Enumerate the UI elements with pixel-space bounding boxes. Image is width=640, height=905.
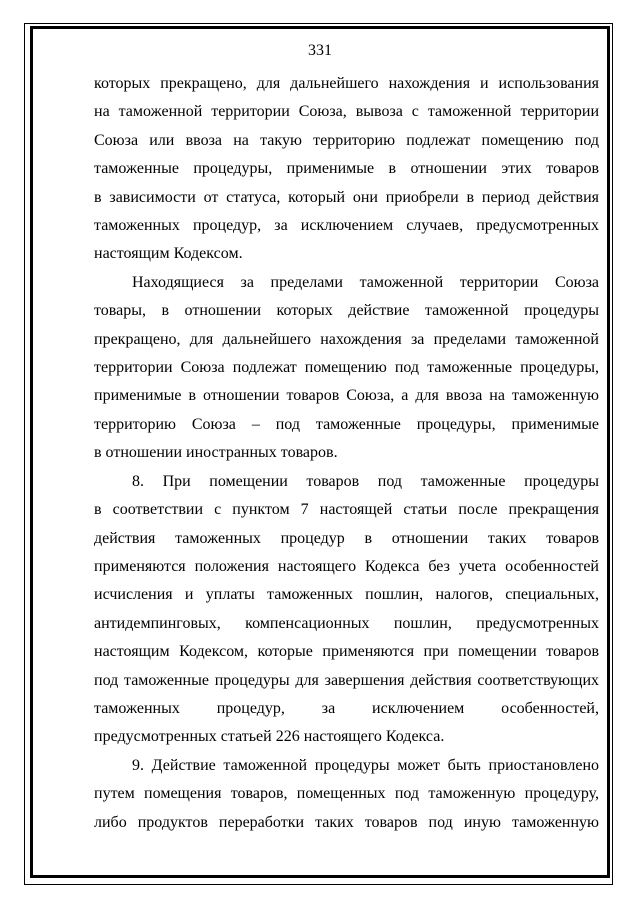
text-line: 8. При помещении товаров под таможенные процедуры: [132, 472, 599, 490]
document-body: [94, 70, 599, 837]
text-line: на таможенной территории Союза, вывоза с таможенной территории: [94, 103, 599, 121]
text-line: применимые в отношении товаров Союза, а для ввоза на таможенную: [94, 387, 599, 405]
text-line: предусмотренных статьей 226 настоящего Кодекса.: [94, 728, 445, 746]
paragraph-2: [94, 269, 599, 468]
text-line: территории Союза подлежат помещению под таможенные процедуры,: [94, 359, 599, 377]
paragraph-4: [94, 752, 599, 837]
text-line: настоящим Кодексом, которые применяются при помещении товаров: [94, 643, 599, 661]
text-line: 9. Действие таможенной процедуры может быть приостановлено: [132, 756, 599, 774]
paragraph-1: [94, 70, 599, 269]
text-line: таможенных процедур, за исключением случаев, предусмотренных: [94, 217, 599, 235]
text-line: таможенных процедур, за исключением особенностей,: [94, 699, 599, 717]
text-line: товары, в отношении которых действие таможенной процедуры: [94, 302, 599, 320]
text-line: антидемпинговых, компенсационных пошлин, предусмотренных: [94, 614, 599, 632]
paragraph-3: [94, 468, 599, 752]
page-number: 331: [308, 42, 332, 59]
text-line: в соответствии с пунктом 7 настоящей статьи после прекращения: [94, 501, 599, 519]
text-line: таможенные процедуры, применимые в отношении этих товаров: [94, 160, 599, 178]
text-line: Союза или ввоза на такую территорию подлежат помещению под: [94, 131, 599, 149]
text-line: исчисления и уплаты таможенных пошлин, налогов, специальных,: [94, 586, 599, 604]
text-line: действия таможенных процедур в отношении таких товаров: [94, 529, 599, 547]
text-line: под таможенные процедуры для завершения действия соответствующих: [94, 671, 599, 689]
text-line: путем помещения товаров, помещенных под таможенную процедуру,: [94, 785, 599, 803]
text-line: в отношении иностранных товаров.: [94, 444, 338, 462]
text-line: либо продуктов переработки таких товаров под иную таможенную: [94, 813, 599, 831]
text-line: применяются положения настоящего Кодекса без учета особенностей: [94, 557, 599, 575]
text-line: Находящиеся за пределами таможенной территории Союза: [132, 273, 599, 291]
text-line: территорию Союза – под таможенные процедуры, применимые: [94, 415, 599, 433]
text-line: прекращено, для дальнейшего нахождения за пределами таможенной: [94, 330, 599, 348]
text-line: которых прекращено, для дальнейшего нахождения и использования: [94, 75, 599, 92]
text-line: настоящим Кодексом.: [94, 245, 243, 263]
text-line: в зависимости от статуса, который они приобрели в период действия: [94, 188, 599, 206]
page-border: [30, 26, 610, 878]
